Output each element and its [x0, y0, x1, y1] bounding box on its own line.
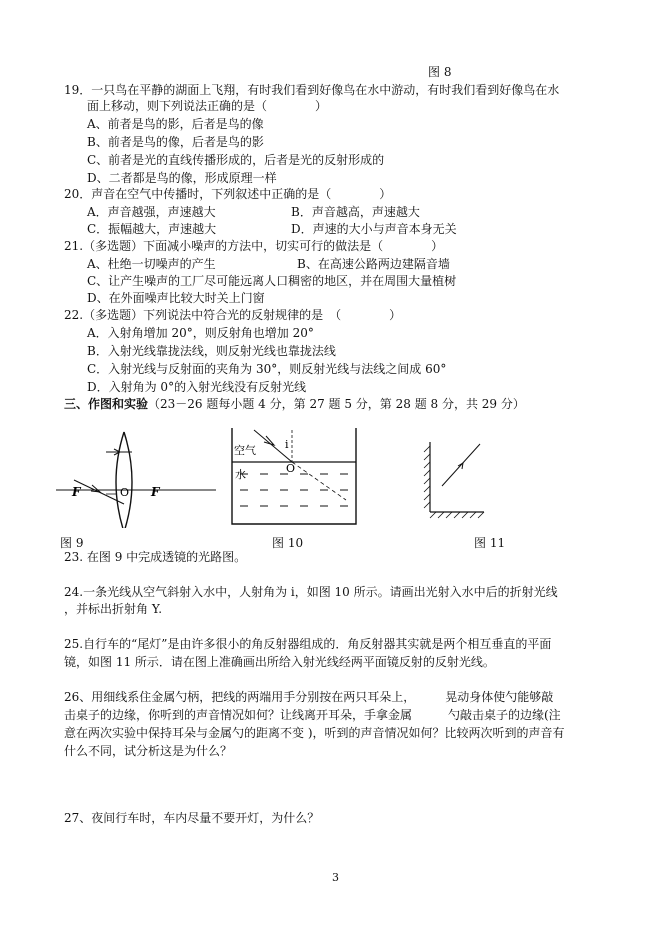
figure-9-lens-diagram [56, 428, 216, 528]
q20-option-c: C．振幅越大，声速越大 [87, 222, 217, 236]
fig11-caption: 图 11 [474, 536, 506, 550]
mirror-hatching [424, 446, 484, 518]
incident-ray-arrow [264, 436, 274, 445]
section-title: 三、作图和实验 [64, 397, 149, 411]
q21-option-d: D、在外面噪声比较大时关上门窗 [87, 291, 265, 305]
water-label: 水 [235, 468, 246, 481]
angle-label: i [285, 438, 289, 451]
section-note: （23－26 题每小题 4 分，第 27 题 5 分，第 28 题 8 分，共 29 分） [148, 397, 525, 411]
q20-stem: 20．声音在空气中传播时，下列叙述中正确的是（ ） [64, 187, 392, 201]
q22-option-d: D．入射角为 0°的入射光线没有反射光线 [87, 380, 307, 394]
focus-label-left: F [72, 485, 81, 499]
q19-stem-cont: 面上移动，则下列说法正确的是（ ） [87, 99, 328, 113]
fig8-caption: 图 8 [428, 65, 452, 79]
q20-option-a: A．声音越强，声速越大 [87, 205, 216, 219]
fig10-caption: 图 10 [272, 536, 304, 550]
q19-stem: 19．一只鸟在平静的湖面上飞翔，有时我们看到好像鸟在水中游动，有时我们看到好像鸟在水 [64, 83, 560, 97]
q19-option-a: A、前者是鸟的影，后者是鸟的像 [87, 117, 264, 131]
q22-option-c: C．入射光线与反射面的夹角为 30°，则反射光线与法线之间成 60° [87, 362, 447, 376]
q23-text: 23. 在图 9 中完成透镜的光路图。 [64, 550, 247, 564]
q22-option-a: A．入射角增加 20°，则反射角也增加 20° [87, 326, 314, 340]
air-label: 空气 [234, 444, 256, 457]
q20-option-b: B．声音越高，声速越大 [291, 205, 420, 219]
q27-text: 27、夜间行车时，车内尽量不要开灯，为什么？ [64, 811, 320, 825]
q21-stem: 21.（多选题）下面减小噪声的方法中，切实可行的做法是（ ） [64, 239, 444, 253]
figure-10-refraction-tank [226, 426, 360, 530]
origin-label: O [286, 462, 296, 475]
q24-line1: 24.一条光线从空气斜射入水中，人射角为 i，如图 10 所示。请画出光射入水中后的折射光线 [64, 585, 558, 599]
q26-line1: 26、用细线系住金属勺柄，把线的两端用手分别按在两只耳朵上， 晃动身体使勺能够敲 [64, 690, 554, 704]
q25-line2: 镜，如图 11 所示．请在图上准确画出所给入射光线经两平面镜反射的反射光线。 [64, 655, 495, 669]
q21-option-c: C、让产生噪声的工厂尽可能远离人口稠密的地区，并在周围大量植树 [87, 274, 457, 288]
q21-option-b: B、在高速公路两边建隔音墙 [297, 257, 450, 271]
q26-line4: 什么不同，试分析这是为什么？ [64, 744, 233, 758]
lens-left-edge [124, 432, 132, 528]
lens-right-edge [116, 432, 124, 528]
q19-option-b: B、前者是鸟的像，后者是鸟的影 [87, 135, 264, 149]
focus-label-right: F [151, 485, 160, 499]
center-label: O [120, 486, 130, 499]
section-heading [64, 396, 525, 412]
dashed-extension [292, 462, 346, 500]
q19-option-d: D、二者都是鸟的像，形成原理一样 [87, 171, 277, 185]
page-number: 3 [332, 871, 339, 884]
q20-option-d: D．声速的大小与声音本身无关 [291, 222, 457, 236]
q21-option-a: A、杜绝一切噪声的产生 [87, 257, 216, 271]
q25-line1: 25.自行车的“尾灯”是由许多很小的角反射器组成的．角反射器其实就是两个相互垂直的平面 [64, 637, 552, 651]
fig9-caption: 图 9 [60, 536, 84, 550]
q26-line2: 击桌子的边缘，你听到的声音情况如何？让线离开耳朵，手拿金属 勺敲击桌子的边缘(注 [64, 708, 561, 722]
q22-option-b: B．入射光线靠拢法线，则反射光线也靠拢法线 [87, 344, 336, 358]
q24-line2: ，并标出折射角 Y. [64, 602, 163, 616]
water-dashes [240, 474, 348, 506]
incident-ray [442, 444, 480, 486]
q26-line3: 意在两次实验中保持耳朵与金属勺的距离不变 )，听到的声音情况如何？比较两次听到的声音有 [64, 726, 565, 740]
q22-stem: 22.（多选题）下列说法中符合光的反射规律的是 （ ） [64, 308, 402, 322]
figure-11-corner-reflector [418, 436, 488, 526]
q19-option-c: C、前者是光的直线传播形成的，后者是光的反射形成的 [87, 153, 385, 167]
tank-walls [232, 428, 356, 524]
